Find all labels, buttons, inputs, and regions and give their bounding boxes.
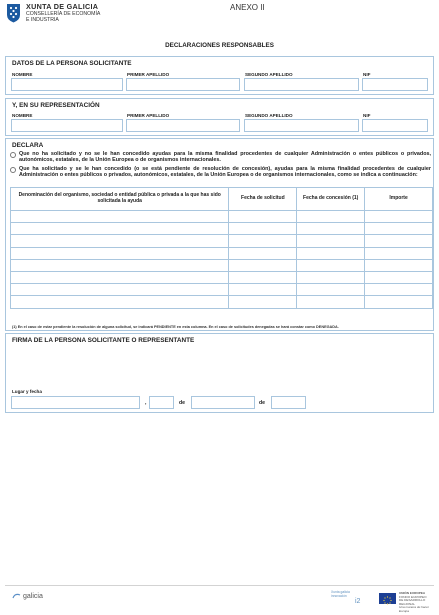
representative-segundo-apellido-label: SEGUNDO APELLIDO: [245, 113, 293, 118]
cell-importe[interactable]: [365, 296, 433, 308]
cell-fecha-concesion[interactable]: [297, 211, 365, 223]
cell-fecha-concesion[interactable]: [297, 271, 365, 283]
table-row: [11, 259, 433, 271]
declara-section: [5, 138, 434, 331]
applicant-nif-input[interactable]: [362, 78, 428, 91]
month-input[interactable]: [191, 396, 255, 409]
signature-section: [5, 333, 434, 413]
aids-table-body: [11, 211, 433, 309]
representative-nif-input[interactable]: [362, 119, 428, 132]
logo-line-3: E INDUSTRIA: [26, 17, 59, 23]
eu-fund-line-2: FONDO EUROPEO: [399, 594, 427, 599]
eu-fund-line-4: Una manera de hacer Europa: [399, 605, 429, 613]
svg-text:i2: i2: [355, 598, 361, 605]
document-header: [6, 3, 433, 33]
declaration-option-1[interactable]: [10, 151, 431, 164]
cell-organismo[interactable]: [11, 259, 229, 271]
applicant-section-title: DATOS DE LA PERSONA SOLICITANTE: [12, 60, 132, 67]
applicant-segundo-apellido-input[interactable]: [244, 78, 359, 91]
de-separator-2: de: [259, 400, 266, 406]
header-fecha-concesion: Fecha de concesión (1): [297, 188, 365, 211]
cell-organismo[interactable]: [11, 296, 229, 308]
xunta-emblem-icon: [6, 3, 21, 23]
header-organismo: Denominación del organismo, sociedad o entidad pública o privada a la que has sido solicitada la ayuda: [11, 188, 229, 211]
cell-fecha-solicitud[interactable]: [229, 259, 297, 271]
cell-fecha-solicitud[interactable]: [229, 271, 297, 283]
logo-line-1: XUNTA DE GALICIA: [26, 2, 99, 11]
aids-table-header-row: [11, 188, 433, 211]
cell-fecha-solicitud[interactable]: [229, 235, 297, 247]
cell-importe[interactable]: [365, 235, 433, 247]
aids-table: [10, 187, 433, 309]
option-2-text: Que ha solicitado y se le han concedido (o se está pendiente de resolución de concesión), ayudas para la misma finalidad procedentes de cualquier Administración o entes públicos o privados, autonómicos, estatales, de la Unión Europea o de organismos internacionales, como se indica a continuación:: [19, 166, 431, 179]
cell-fecha-concesion[interactable]: [297, 296, 365, 308]
annex-label: ANEXO II: [230, 3, 265, 12]
galicia-brand: [12, 592, 43, 601]
page-title: DECLARACIONES RESPONSABLES: [165, 42, 274, 49]
cell-fecha-concesion[interactable]: [297, 284, 365, 296]
cell-fecha-concesion[interactable]: [297, 247, 365, 259]
eu-flag-icon: [379, 593, 396, 604]
cell-fecha-solicitud[interactable]: [229, 296, 297, 308]
place-date-label: Lugar y fecha: [12, 389, 42, 394]
ig-logo-icon: [354, 592, 368, 605]
representative-segundo-apellido-input[interactable]: [244, 119, 359, 132]
option-1-radio[interactable]: [10, 152, 16, 158]
applicant-primer-apellido-label: PRIMER APELLIDO: [127, 72, 170, 77]
table-row: [11, 211, 433, 223]
eu-fund-text: [399, 592, 439, 614]
table-footnote: (1) En el caso de estar pendiente la resolución de alguna solicitud, se indicará PENDIENTE en esta columna. En el caso de solicitudes denegadas se hará constar como DENEGADA.: [12, 325, 339, 329]
place-input[interactable]: [11, 396, 140, 409]
table-row: [11, 296, 433, 308]
applicant-nif-label: NIF: [363, 72, 371, 77]
representative-primer-apellido-label: PRIMER APELLIDO: [127, 113, 170, 118]
representative-section-title: Y, EN SU REPRESENTACIÓN: [12, 102, 100, 109]
cell-organismo[interactable]: [11, 271, 229, 283]
cell-importe[interactable]: [365, 271, 433, 283]
cell-fecha-concesion[interactable]: [297, 259, 365, 271]
galicia-swirl-icon: [12, 592, 21, 601]
year-input[interactable]: [271, 396, 306, 409]
signature-section-title: FIRMA DE LA PERSONA SOLICITANTE O REPRESENTANTE: [12, 337, 195, 344]
cell-fecha-solicitud[interactable]: [229, 211, 297, 223]
declara-section-title: DECLARA: [12, 142, 44, 149]
option-2-radio[interactable]: [10, 167, 16, 173]
table-row: [11, 271, 433, 283]
cell-fecha-solicitud[interactable]: [229, 247, 297, 259]
table-row: [11, 284, 433, 296]
representative-nif-label: NIF: [363, 113, 371, 118]
representative-nombre-label: NOMBRE: [12, 113, 33, 118]
cell-importe[interactable]: [365, 223, 433, 235]
innovation-logo: Xunta galicia innovación: [331, 590, 350, 598]
footer-divider: [5, 585, 434, 586]
cell-importe[interactable]: [365, 211, 433, 223]
option-1-text: Que no ha solicitado y no se le han concedido ayudas para la misma finalidad procedentes de cualquier Administración o entes públicos o privados, autonómicos, estatales, de la Unión Europea o de organismos internacionales.: [19, 151, 431, 164]
cell-importe[interactable]: [365, 284, 433, 296]
applicant-nombre-input[interactable]: [11, 78, 123, 91]
eu-fund-line-3: DE DESARROLLO REGIONAL: [399, 598, 426, 606]
cell-fecha-solicitud[interactable]: [229, 284, 297, 296]
xunta-logo: [6, 3, 100, 23]
representative-nombre-input[interactable]: [11, 119, 123, 132]
comma-separator: ,: [145, 400, 147, 406]
header-fecha-solicitud: Fecha de solicitud: [229, 188, 297, 211]
cell-importe[interactable]: [365, 259, 433, 271]
applicant-nombre-label: NOMBRE: [12, 72, 33, 77]
day-input[interactable]: [149, 396, 174, 409]
header-importe: Importe: [365, 188, 433, 211]
table-row: [11, 223, 433, 235]
applicant-primer-apellido-input[interactable]: [126, 78, 240, 91]
galicia-brand-text: galicia: [23, 593, 43, 600]
cell-organismo[interactable]: [11, 247, 229, 259]
cell-organismo[interactable]: [11, 211, 229, 223]
cell-fecha-solicitud[interactable]: [229, 223, 297, 235]
cell-organismo[interactable]: [11, 223, 229, 235]
applicant-section: [5, 56, 434, 95]
eu-fund-line-1: UNIÓN EUROPEA: [399, 591, 426, 595]
cell-organismo[interactable]: [11, 284, 229, 296]
cell-organismo[interactable]: [11, 235, 229, 247]
declaration-option-2[interactable]: [10, 166, 431, 179]
representative-section: [5, 98, 434, 136]
table-row: [11, 247, 433, 259]
cell-importe[interactable]: [365, 247, 433, 259]
de-separator-1: de: [179, 400, 186, 406]
cell-fecha-concesion[interactable]: [297, 235, 365, 247]
logo-line-2: CONSELLERÍA DE ECONOMÍA: [26, 11, 101, 17]
representative-primer-apellido-input[interactable]: [126, 119, 240, 132]
applicant-segundo-apellido-label: SEGUNDO APELLIDO: [245, 72, 293, 77]
table-row: [11, 235, 433, 247]
cell-fecha-concesion[interactable]: [297, 223, 365, 235]
